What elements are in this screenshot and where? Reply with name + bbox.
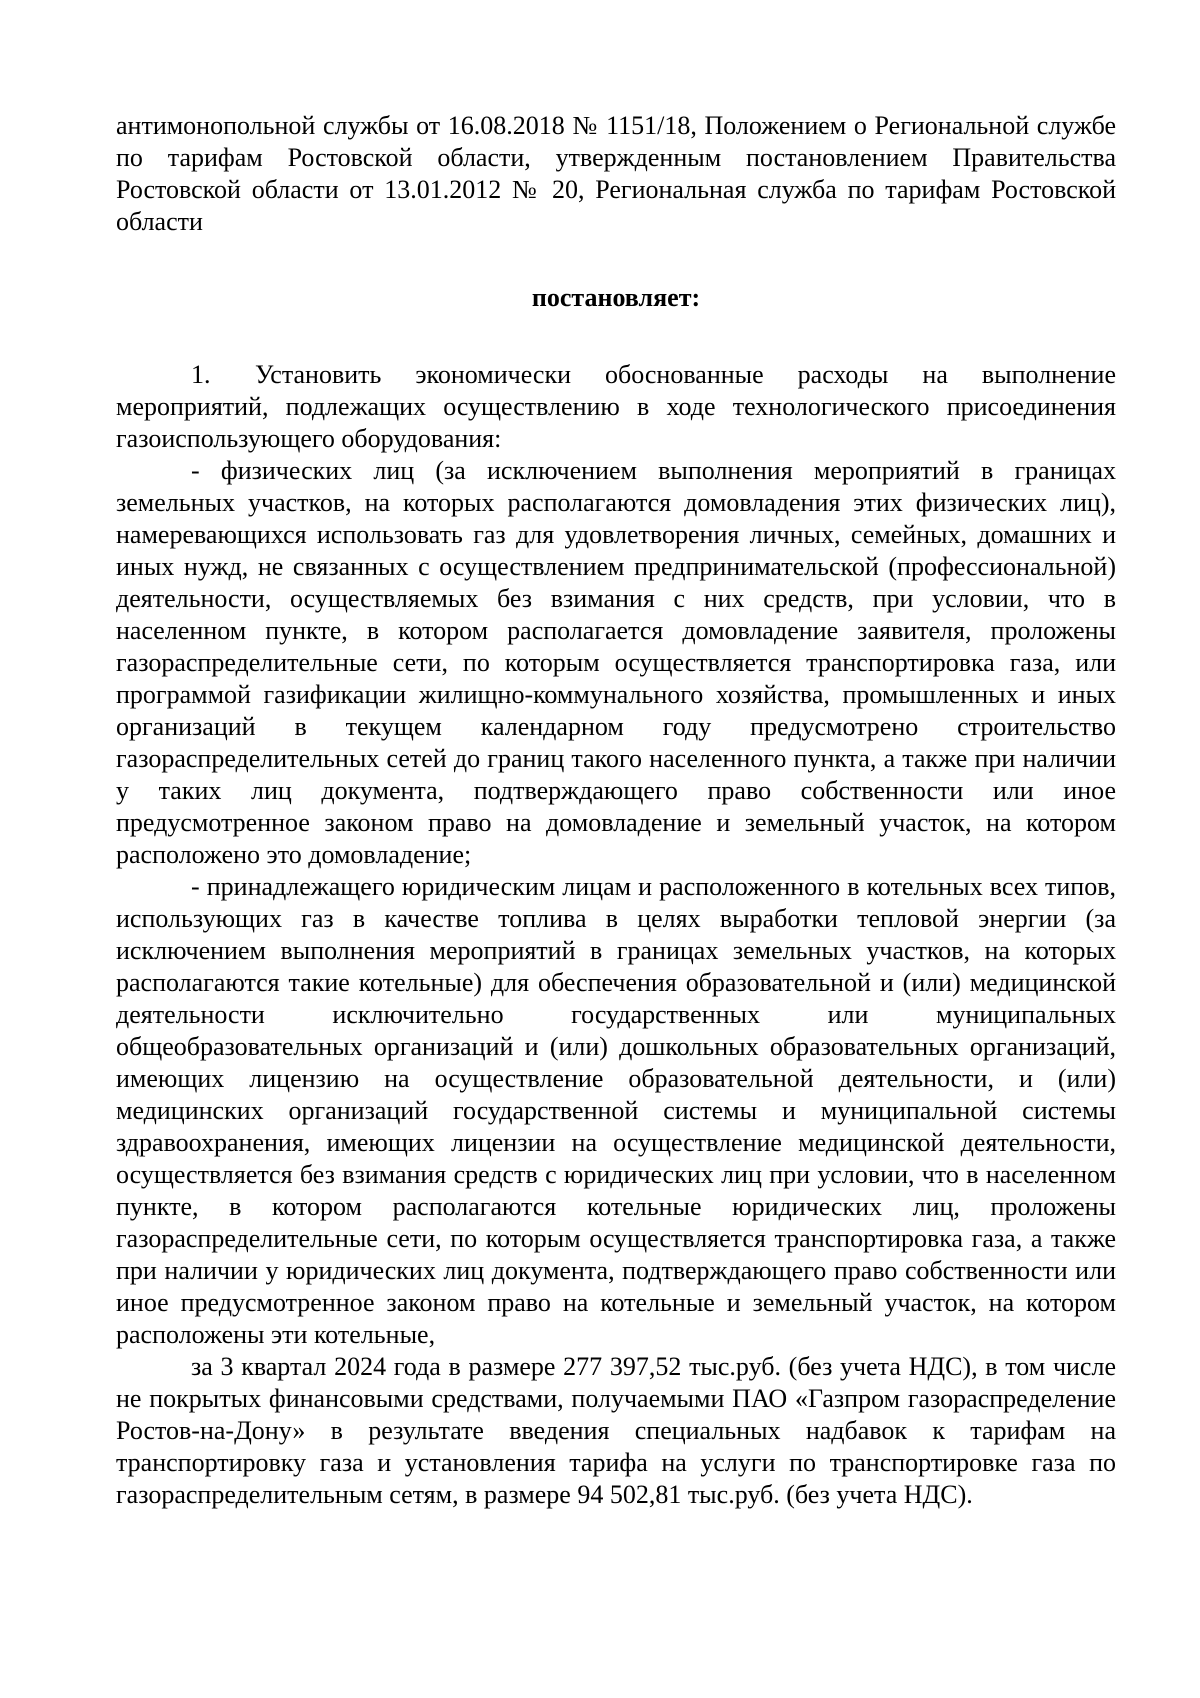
- item-1-number: 1.: [191, 360, 211, 389]
- item-1-text: Установить экономически обоснованные расходы на выполнение мероприятий, подлежащих осуществлению в ходе технологического присоединения газоиспользующего оборудования:: [116, 360, 1116, 453]
- final-paragraph: за 3 квартал 2024 года в размере 277 397,52 тыс.руб. (без учета НДС), в том числе не покрытых финансовыми средствами, получаемыми ПАО «Газпром газораспределение Ростов-на-Дону» в результате введения специальных надбавок к тарифам на транспортировку газа и установления тарифа на услуги по транспортировке газа по газораспределительным сетям, в размере 94 502,81 тыс.руб. (без учета НДС).: [116, 1352, 1116, 1509]
- resolution-heading: постановляет:: [531, 283, 701, 312]
- item-1-paragraph: [116, 359, 1116, 455]
- intro-paragraph: антимонопольной службы от 16.08.2018 № 1151/18, Положением о Региональной службе по тарифам Ростовской области, утвержденным постановлением Правительства Ростовской области от 13.01.2012 № 20, Региональная служба по тарифам Ростовской области: [116, 111, 1116, 236]
- bullet-individuals: - физических лиц (за исключением выполнения мероприятий в границах земельных участков, на которых располагаются домовладения этих физических лиц), намеревающихся использовать газ для удовлетворения личных, семейных, домашних и иных нужд, не связанных с осуществлением предпринимательской (профессиональной) деятельности, осуществляемых без взимания с них средств, при условии, что в населенном пункте, в котором располагается домовладение заявителя, проложены газораспределительные сети, по которым осуществляется транспортировка газа, или программой газификации жилищно-коммунального хозяйства, промышленных и иных организаций в текущем календарном году предусмотрено строительство газораспределительных сетей до границ такого населенного пункта, а также при наличии у таких лиц документа, подтверждающего право собственности или иное предусмотренное законом право на домовладение и земельный участок, на котором расположено это домовладение;: [116, 456, 1116, 869]
- document-page: [116, 110, 1116, 1511]
- bullet-legal-entities: - принадлежащего юридическим лицам и расположенного в котельных всех типов, использующих газ в качестве топлива в целях выработки тепловой энергии (за исключением выполнения мероприятий в границах земельных участков, на которых располагаются такие котельные) для обеспечения образовательной и (или) медицинской деятельности исключительно государственных или муниципальных общеобразовательных организаций и (или) дошкольных образовательных организаций, имеющих лицензию на осуществление образовательной деятельности, и (или) медицинских организаций государственной системы и муниципальной системы здравоохранения, имеющих лицензии на осуществление медицинской деятельности, осуществляется без взимания средств с юридических лиц при условии, что в населенном пункте, в котором располагаются котельные юридических лиц, проложены газораспределительные сети, по которым осуществляется транспортировка газа, а также при наличии у юридических лиц документа, подтверждающего право собственности или иное предусмотренное законом право на котельные и земельный участок, на котором расположены эти котельные,: [116, 872, 1116, 1349]
